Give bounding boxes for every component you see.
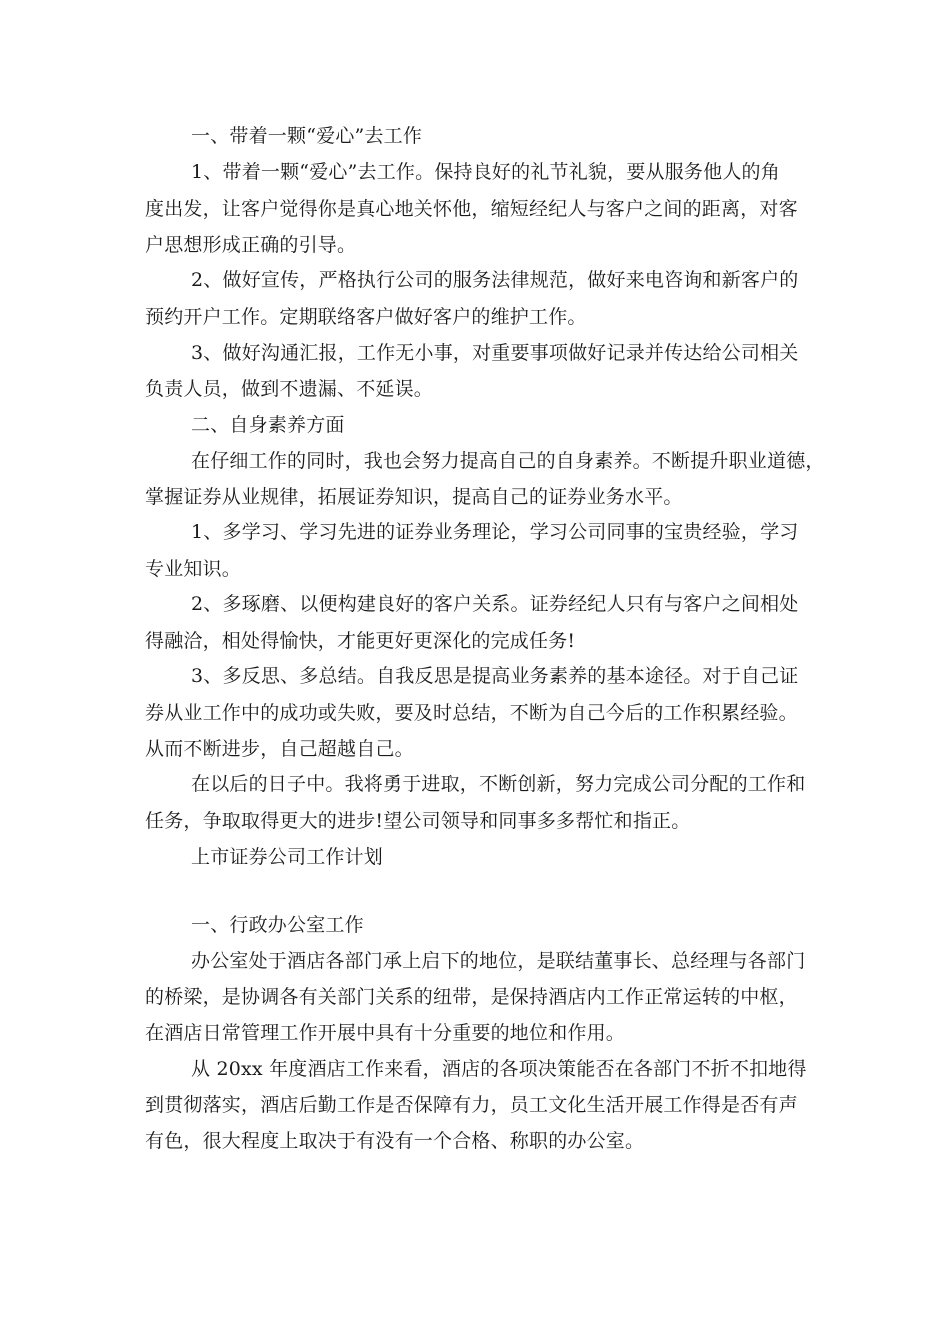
paragraph-line: 到贯彻落实，酒店后勤工作是否保障有力，员工文化生活开展工作得是否有声 [145,1094,798,1116]
paragraph-line: 2、做好宣传，严格执行公司的服务法律规范，做好来电咨询和新客户的 [191,269,799,291]
paragraph-line: 专业知识。 [145,558,242,580]
paragraph-line: 预约开户工作。定期联络客户做好客户的维护工作。 [145,306,587,328]
paragraph-line: 得融洽，相处得愉快，才能更好更深化的完成任务! [145,630,576,652]
paragraph-line: 的桥梁，是协调各有关部门关系的纽带，是保持酒店内工作正常运转的中枢， [145,986,798,1008]
paragraph-line: 办公室处于酒店各部门承上启下的地位，是联结董事长、总经理与各部门 [191,950,806,972]
paragraph-line: 2、多琢磨、以便构建良好的客户关系。证券经纪人只有与客户之间相处 [191,593,799,615]
paragraph-line: 在酒店日常管理工作开展中具有十分重要的地位和作用。 [145,1022,626,1044]
paragraph-line: 1、带着一颗“爱心”去工作。保持良好的礼节礼貌，要从服务他人的角 [191,161,780,183]
document-title: 上市证券公司工作计划 [191,846,384,868]
paragraph-line: 任务，争取取得更大的进步!望公司领导和同事多多帮忙和指正。 [145,810,691,832]
paragraph-line: 3、做好沟通汇报，工作无小事，对重要事项做好记录并传达给公司相关 [191,342,799,364]
section-heading-1: 一、带着一颗“爱心”去工作 [191,125,423,147]
paragraph-line: 从而不断进步，自己超越自己。 [145,738,414,760]
paragraph-line: 负责人员，做到不遗漏、不延误。 [145,378,434,400]
paragraph-line: 券从业工作中的成功或失败，要及时总结，不断为自己今后的工作积累经验。 [145,702,798,724]
paragraph-line: 从 20xx 年度酒店工作来看，酒店的各项决策能否在各部门不折不扣地得 [191,1058,807,1080]
section-heading-3: 一、行政办公室工作 [191,914,364,936]
paragraph-line: 有色，很大程度上取决于有没有一个合格、称职的办公室。 [145,1130,645,1152]
paragraph-line: 户思想形成正确的引导。 [145,234,357,256]
paragraph-line: 掌握证券从业规律，拓展证券知识，提高自己的证券业务水平。 [145,486,683,508]
paragraph-line: 在仔细工作的同时，我也会努力提高自己的自身素养。不断提升职业道德， [191,450,825,472]
paragraph-line: 度出发，让客户觉得你是真心地关怀他，缩短经纪人与客户之间的距离，对客 [145,198,798,220]
section-heading-2: 二、自身素养方面 [191,414,345,436]
paragraph-line: 1、多学习、学习先进的证券业务理论，学习公司同事的宝贵经验，学习 [191,521,799,543]
paragraph-line: 3、多反思、多总结。自我反思是提高业务素养的基本途径。对于自己证 [191,665,799,687]
paragraph-line: 在以后的日子中。我将勇于进取，不断创新，努力完成公司分配的工作和 [191,773,806,795]
